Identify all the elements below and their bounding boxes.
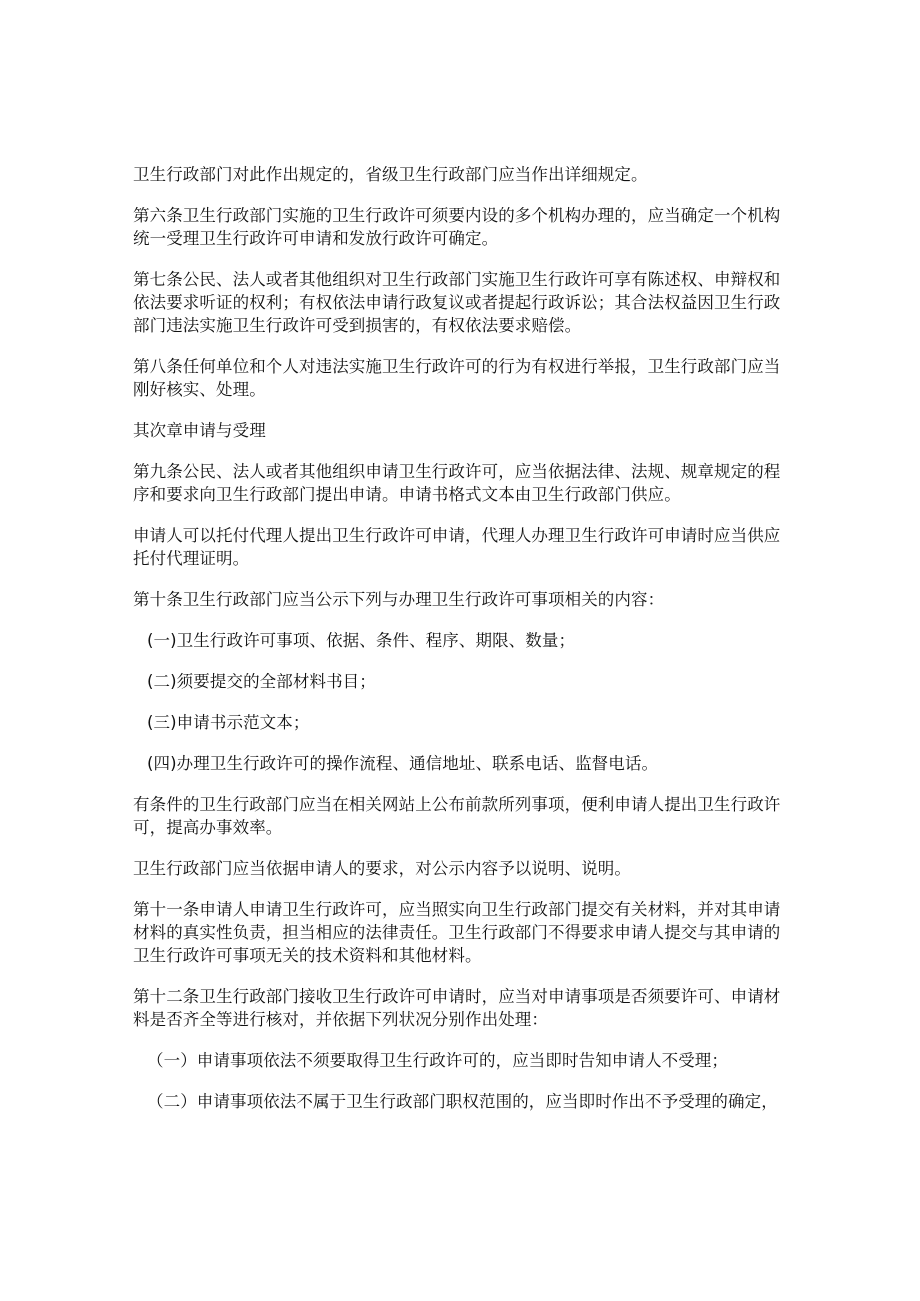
paragraph: 有条件的卫生行政部门应当在相关网站上公布前款所列事项，便利申请人提出卫生行政许可，提高办事效率。: [133, 795, 781, 837]
article-8-paragraph: 第八条任何单位和个人对违法实施卫生行政许可的行为有权进行举报，卫生行政部门应当刚好核实、处理。: [133, 357, 781, 399]
article-10-paragraph: 第十条卫生行政部门应当公示下列与办理卫生行政许可事项相关的内容：: [133, 590, 665, 609]
article-7-paragraph: 第七条公民、法人或者其他组织对卫生行政部门实施卫生行政许可享有陈述权、申辩权和依法要求听证的权利；有权依法申请行政复议或者提起行政诉讼；其合法权益因卫生行政部门违法实施卫生行政许可受到损害的，有权依法要求赔偿。: [133, 270, 781, 335]
chapter-heading: 其次章申请与受理: [133, 421, 266, 440]
paragraph: 申请人可以托付代理人提出卫生行政许可申请，代理人办理卫生行政许可申请时应当供应托付代理证明。: [133, 526, 781, 568]
paragraph: 卫生行政部门对此作出规定的，省级卫生行政部门应当作出详细规定。: [133, 165, 648, 184]
list-item: （二）申请事项依法不属于卫生行政部门职权范围的，应当即时作出不予受理的确定，: [147, 1092, 778, 1111]
article-11-paragraph: 第十一条申请人申请卫生行政许可，应当照实向卫生行政部门提交有关材料，并对其申请材料的真实性负责，担当相应的法律责任。卫生行政部门不得要求申请人提交与其申请的卫生行政许可事项无关的技术资料和其他材料。: [133, 900, 781, 965]
list-item: （一）申请事项依法不须要取得卫生行政许可的，应当即时告知申请人不受理；: [147, 1051, 728, 1070]
list-item: (二)须要提交的全部材料书目；: [147, 672, 376, 691]
list-item: (三)申请书示范文本；: [147, 713, 310, 732]
article-12-paragraph: 第十二条卫生行政部门接收卫生行政许可申请时，应当对申请事项是否须要许可、申请材料是否齐全等进行核对，并依据下列状况分别作出处理：: [133, 987, 781, 1029]
article-9-paragraph: 第九条公民、法人或者其他组织申请卫生行政许可，应当依据法律、法规、规章规定的程序和要求向卫生行政部门提出申请。申请书格式文本由卫生行政部门供应。: [133, 462, 781, 504]
list-item: (一)卫生行政许可事项、依据、条件、程序、期限、数量；: [147, 631, 576, 650]
document-body: [133, 163, 788, 1131]
paragraph: 卫生行政部门应当依据申请人的要求，对公示内容予以说明、说明。: [133, 859, 631, 878]
list-item: (四)办理卫生行政许可的操作流程、通信地址、联系电话、监督电话。: [147, 754, 659, 773]
article-6-paragraph: 第六条卫生行政部门实施的卫生行政许可须要内设的多个机构办理的，应当确定一个机构统一受理卫生行政许可申请和发放行政许可确定。: [133, 206, 781, 248]
